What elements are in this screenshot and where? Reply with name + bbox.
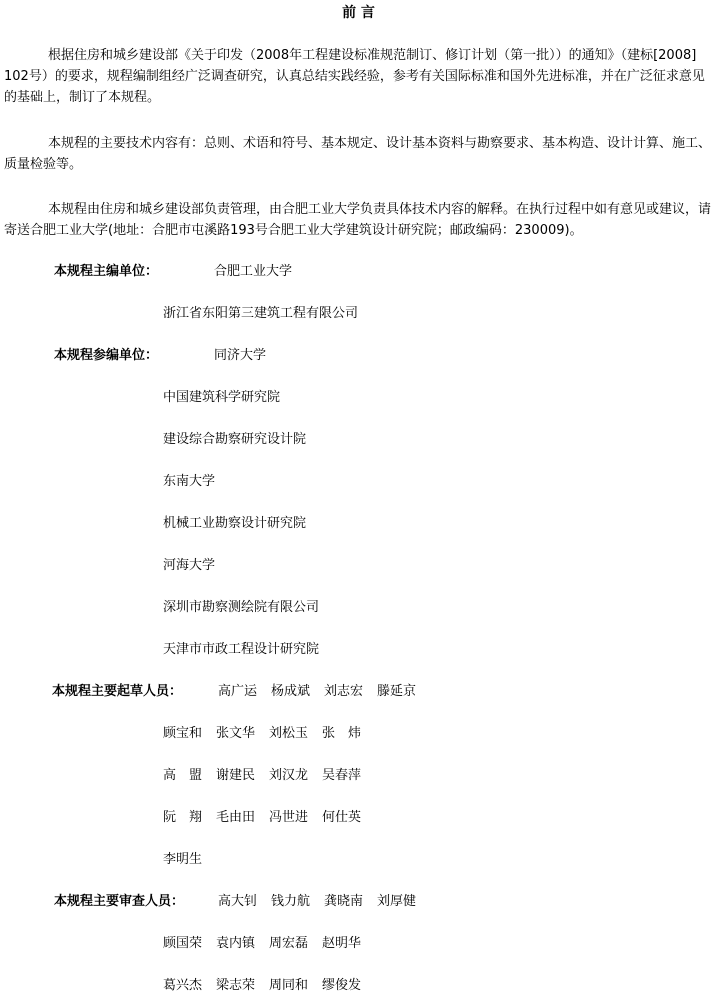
- reviewers-row: [163, 934, 375, 954]
- person-name: 钱力航: [271, 894, 311, 909]
- person-name: 张文华: [216, 726, 256, 741]
- chief-units-label: 本规程主编单位：: [54, 264, 159, 279]
- person-name: 刘松玉: [269, 726, 309, 741]
- person-name: 吴春萍: [322, 768, 362, 783]
- drafters-row: [163, 766, 375, 786]
- reviewers-label: 本规程主要审查人员：: [54, 894, 185, 909]
- person-name: 袁内镇: [216, 936, 256, 951]
- participating-unit: 河海大学: [163, 558, 216, 573]
- person-name: 高广运: [218, 684, 258, 699]
- person-name: 刘汉龙: [269, 768, 309, 783]
- participating-unit: 机械工业勘察设计研究院: [163, 516, 307, 531]
- participating-unit: 中国建筑科学研究院: [163, 390, 281, 405]
- participating-units-label: 本规程参编单位：: [54, 348, 159, 363]
- person-name: 高大钊: [218, 894, 258, 909]
- reviewers-row: [163, 976, 375, 996]
- person-name: 梁志荣: [216, 978, 256, 993]
- person-name: 毛由田: [216, 810, 256, 825]
- chief-unit: 浙江省东阳第三建筑工程有限公司: [163, 306, 359, 321]
- drafters-row: [218, 682, 430, 702]
- participating-unit: 建设综合勘察研究设计院: [163, 432, 307, 447]
- chief-unit: 合肥工业大学: [214, 264, 293, 279]
- person-name: 周宏磊: [269, 936, 309, 951]
- participating-unit: 深圳市勘察测绘院有限公司: [163, 600, 320, 615]
- person-name: 缪俊发: [322, 978, 362, 993]
- person-name: 赵明华: [322, 936, 362, 951]
- drafters-row: [163, 724, 375, 744]
- participating-unit: 东南大学: [163, 474, 216, 489]
- participating-unit: 天津市市政工程设计研究院: [163, 642, 320, 657]
- page-title: 前 言: [342, 5, 375, 21]
- person-name: 冯世进: [269, 810, 309, 825]
- person-name: 刘志宏: [324, 684, 364, 699]
- management-paragraph: 本规程由住房和城乡建设部负责管理，由合肥工业大学负责具体技术内容的解释。在执行过程中如有意见或建议，请寄送合肥工业大学(地址：合肥市屯溪路193号合肥工业大学建筑设计研究院；邮政编码：230009)。: [4, 202, 712, 238]
- content-paragraph: 本规程的主要技术内容有：总则、术语和符号、基本规定、设计基本资料与勘察要求、基本构造、设计计算、施工、质量检验等。: [4, 136, 712, 172]
- drafters-row: [163, 850, 216, 870]
- participating-unit: 同济大学: [214, 348, 267, 363]
- person-name: 龚晓南: [324, 894, 364, 909]
- person-name: 滕延京: [377, 684, 417, 699]
- person-name: 谢建民: [216, 768, 256, 783]
- person-name: 何仕英: [322, 810, 362, 825]
- person-name: 顾宝和: [163, 726, 203, 741]
- drafters-row: [163, 808, 375, 828]
- person-name: 周同和: [269, 978, 309, 993]
- person-name: 杨成斌: [271, 684, 311, 699]
- person-name: 葛兴杰: [163, 978, 203, 993]
- person-name: 高 盟: [163, 768, 203, 783]
- reviewers-row: [218, 892, 430, 912]
- person-name: 阮 翔: [163, 810, 203, 825]
- drafters-label: 本规程主要起草人员：: [52, 684, 183, 699]
- intro-paragraph: 根据住房和城乡建设部《关于印发（2008年工程建设标准规范制订、修订计划（第一批））的通知》（建标[2008] 102号）的要求，规程编制组经广泛调查研究，认真总结实践经验，参考有关国际标准和国外先进标准，并在广泛征求意见的基础上，制订了本规程。: [4, 48, 705, 105]
- person-name: 李明生: [163, 852, 203, 867]
- person-name: 顾国荣: [163, 936, 203, 951]
- person-name: 刘厚健: [377, 894, 417, 909]
- person-name: 张 炜: [322, 726, 362, 741]
